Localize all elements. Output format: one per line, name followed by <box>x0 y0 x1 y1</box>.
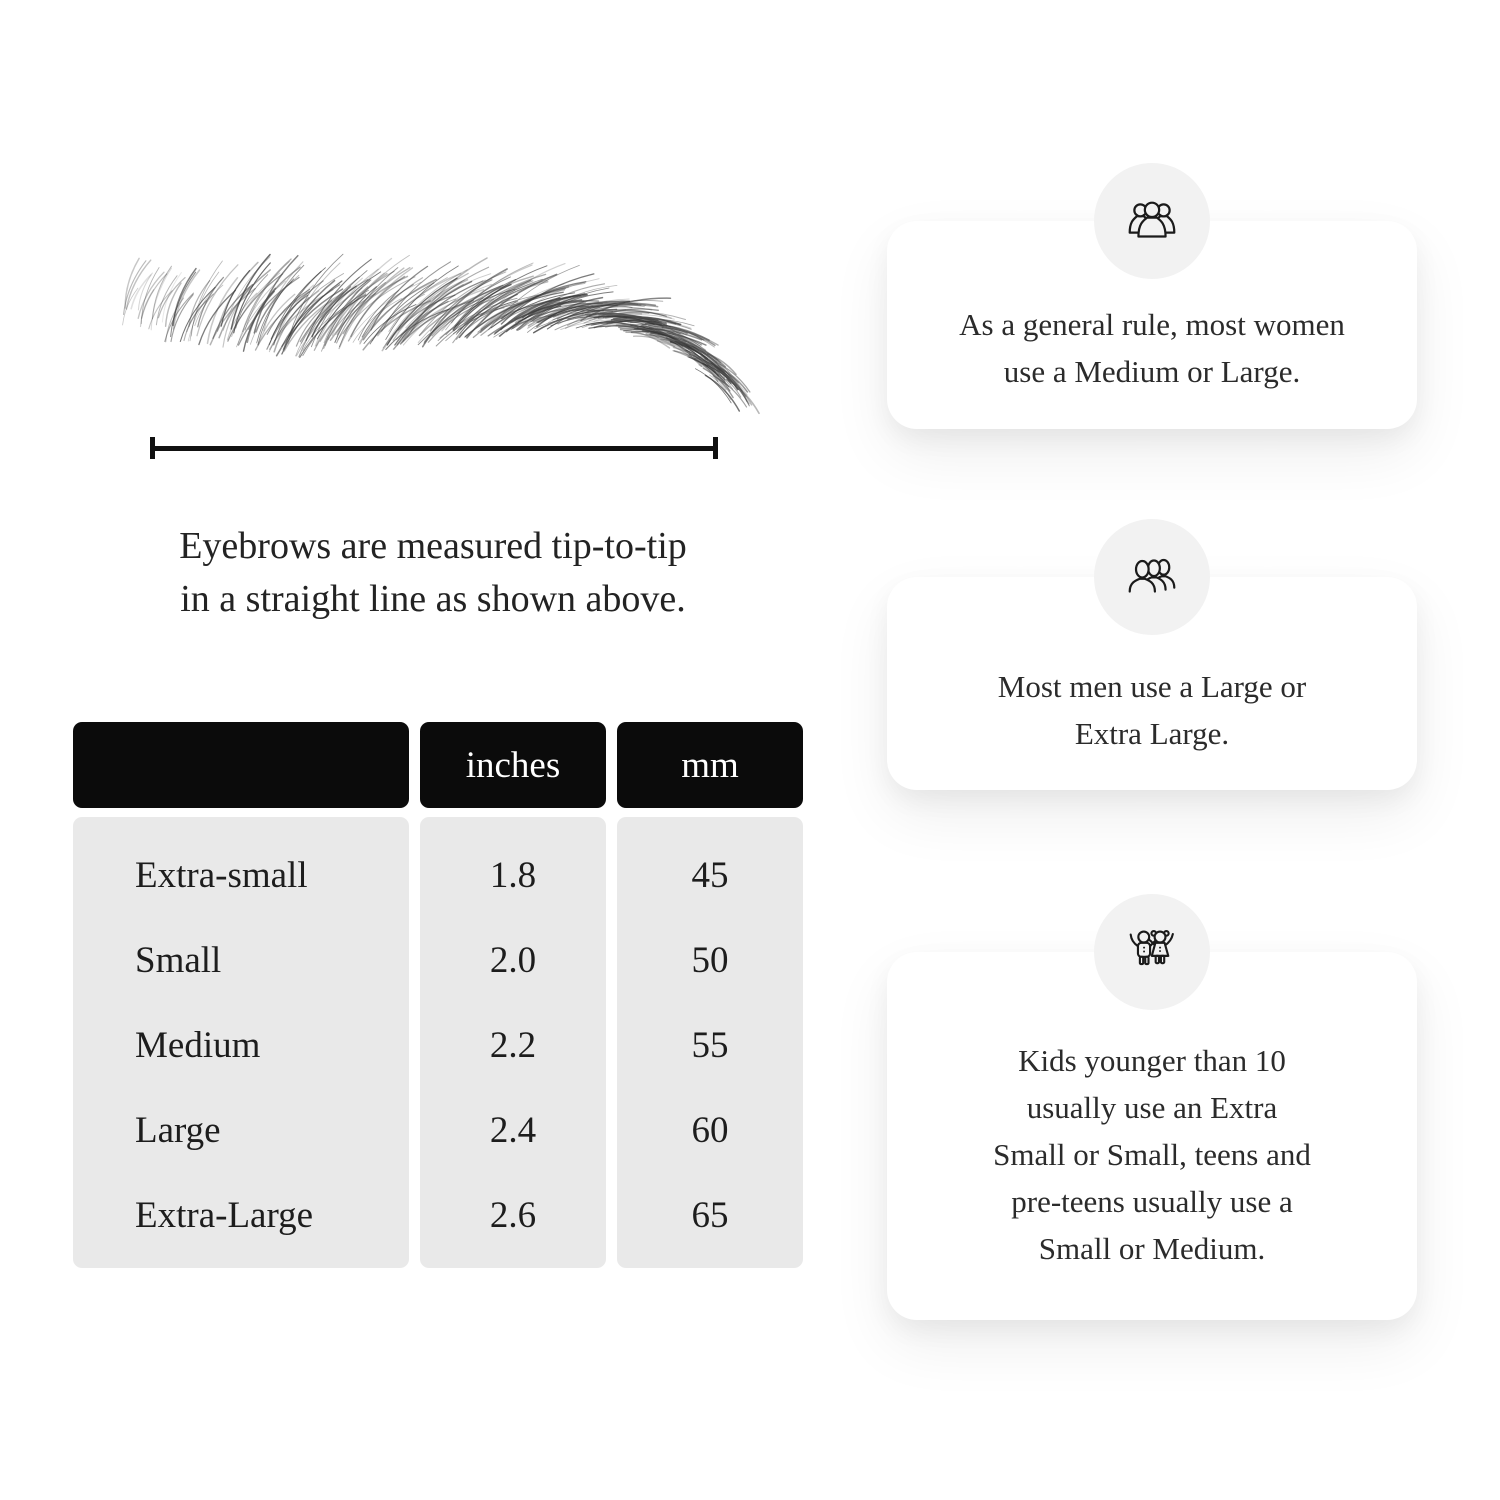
inches-value-cell: 2.6 <box>489 1195 537 1236</box>
card-text-line: As a general rule, most women <box>959 307 1345 342</box>
size-table-inches-column <box>420 722 606 1268</box>
card-kids-text <box>897 1037 1407 1272</box>
size-table-label-column <box>73 722 409 1268</box>
card-text-line: Kids younger than 10 <box>1018 1043 1286 1078</box>
women-group-icon <box>1094 163 1210 279</box>
measurement-caption <box>103 520 763 626</box>
mm-value-cell: 65 <box>691 1195 729 1236</box>
mm-value-cell: 55 <box>691 1025 729 1066</box>
label-column-body <box>73 817 409 1268</box>
size-table <box>73 722 803 1268</box>
measurement-line <box>150 437 718 459</box>
men-group-icon-svg <box>1121 546 1183 608</box>
card-text-line: Small or Medium. <box>1038 1231 1266 1266</box>
table-header-mm: mm <box>617 722 803 808</box>
measure-right-cap <box>713 437 718 459</box>
mm-column-body <box>617 817 803 1268</box>
eyebrow-sketch-svg <box>100 208 780 418</box>
caption-line-1: Eyebrows are measured tip-to-tip <box>179 525 687 567</box>
card-text-line: Small or Small, teens and <box>993 1137 1311 1172</box>
mm-value-cell: 45 <box>691 855 729 896</box>
table-header-blank <box>73 722 409 808</box>
men-group-icon <box>1094 519 1210 635</box>
info-card-kids <box>887 952 1417 1320</box>
size-label-cell: Extra-small <box>135 855 308 896</box>
inches-value-cell: 1.8 <box>489 855 537 896</box>
women-group-icon-svg <box>1121 190 1183 252</box>
card-text-line: use a Medium or Large. <box>1003 354 1301 389</box>
inches-value-cell: 2.0 <box>489 940 537 981</box>
card-men-text <box>897 663 1407 757</box>
size-label-cell: Medium <box>135 1025 261 1066</box>
inches-column-body <box>420 817 606 1268</box>
card-text-line: pre-teens usually use a <box>1011 1184 1293 1219</box>
card-text-line: Most men use a Large or <box>997 669 1307 704</box>
kids-icon-svg <box>1121 921 1183 983</box>
mm-value-cell: 50 <box>691 940 729 981</box>
info-card-men <box>887 577 1417 790</box>
measure-bar <box>155 446 713 451</box>
kids-icon <box>1094 894 1210 1010</box>
size-label-cell: Small <box>135 940 222 981</box>
table-header-inches: inches <box>420 722 606 808</box>
mm-value-cell: 60 <box>691 1110 729 1151</box>
card-text-line: usually use an Extra <box>1026 1090 1278 1125</box>
inches-value-cell: 2.4 <box>489 1110 537 1151</box>
eyebrow-illustration <box>100 208 780 418</box>
inches-value-cell: 2.2 <box>489 1025 537 1066</box>
caption-line-2: in a straight line as shown above. <box>180 578 686 620</box>
size-label-cell: Large <box>135 1110 221 1151</box>
size-label-cell: Extra-Large <box>135 1195 314 1236</box>
card-text-line: Extra Large. <box>1074 716 1230 751</box>
card-women-text <box>897 301 1407 395</box>
info-card-women <box>887 221 1417 429</box>
size-table-mm-column <box>617 722 803 1268</box>
